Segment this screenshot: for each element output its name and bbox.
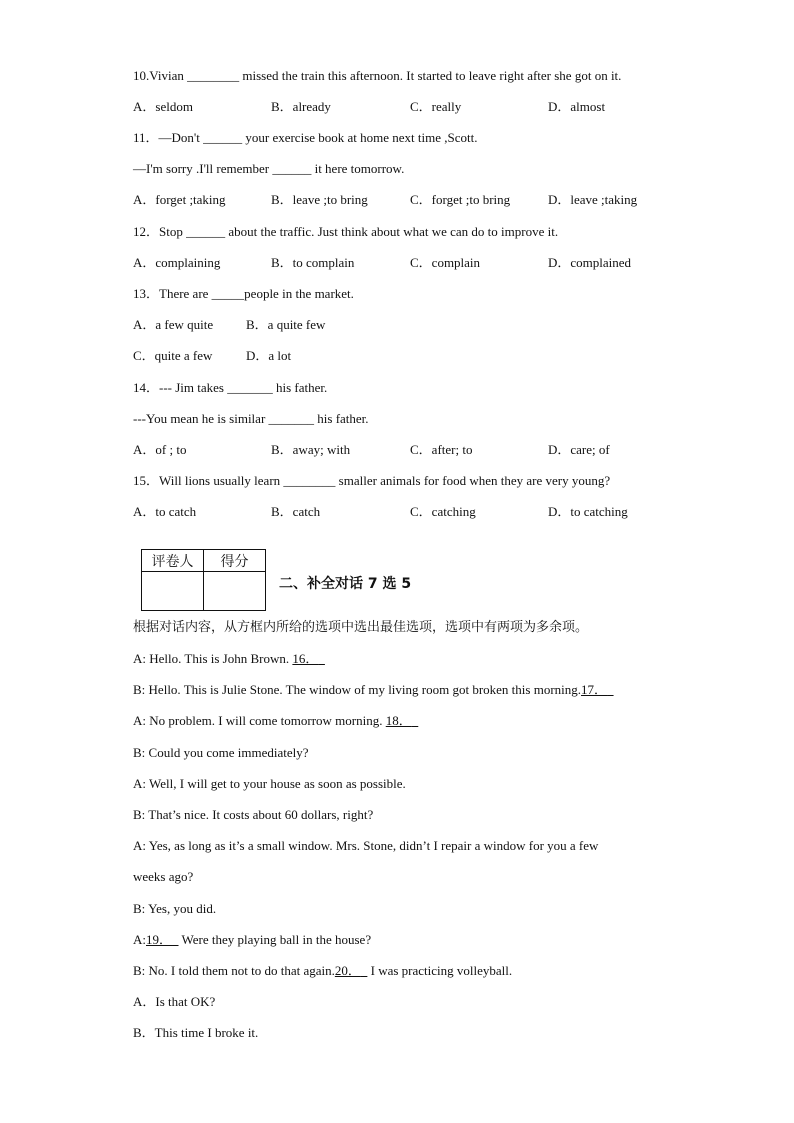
section-instructions: 根据对话内容，从方框内所给的选项中选出最佳选项，选项中有两项为多余项。: [133, 620, 589, 635]
question-12-stem: 12．Stop ______ about the traffic. Just think about what we can do to improve it.: [133, 224, 559, 239]
dialogue-line-3: [133, 713, 418, 729]
question-11-stem-2: —I'm sorry .I'll remember ______ it here tomorrow.: [133, 161, 405, 176]
grader-header: 评卷人: [142, 550, 204, 572]
dialogue-line-8: [133, 901, 216, 917]
dialogue-line-9: [133, 932, 371, 948]
speaker: A:: [133, 932, 146, 947]
question-15-stem: 15．Will lions usually learn ________ smaller animals for food when they are very young?: [133, 473, 611, 488]
question-14-stem-2: ---You mean he is similar _______ his father.: [133, 411, 369, 426]
dialogue-line-5: [133, 776, 406, 792]
question-10-stem: 10.Vivian ________ missed the train this afternoon. It started to leave right after she got on it.: [133, 68, 622, 83]
dialogue-text: Yes, as long as it’s a small window. Mrs. Stone, didn’t I repair a window for you a few: [146, 838, 599, 853]
speaker: A:: [133, 838, 146, 853]
q14-option-b: B．away; with: [271, 442, 351, 457]
q10-option-a: A．seldom: [133, 99, 193, 114]
dialogue-line-7: [133, 838, 598, 854]
choice-b: B．This time I broke it.: [133, 1025, 259, 1040]
q14-option-c: C．after; to: [410, 442, 473, 457]
speaker: B:: [133, 963, 146, 978]
dialogue-text: Could you come immediately?: [145, 745, 309, 760]
section-title: 二、补全对话 7 选 5: [279, 576, 412, 592]
dialogue-text: Hello. This is John Brown.: [146, 651, 293, 666]
speaker: A:: [133, 776, 146, 791]
q11-option-d: D．leave ;taking: [548, 192, 638, 207]
question-11-stem: 11．—Don't ______ your exercise book at home next time ,Scott.: [133, 130, 478, 145]
q14-option-d: D．care; of: [548, 442, 610, 457]
speaker: B:: [133, 682, 146, 697]
q13-option-a: A．a few quite: [133, 317, 214, 332]
blank-16: 16．: [292, 651, 319, 666]
dialogue-text: Yes, you did.: [145, 901, 217, 916]
q13-option-d: D．a lot: [246, 348, 292, 363]
q12-option-d: D．complained: [548, 255, 632, 270]
dialogue-text: Were they playing ball in the house?: [178, 932, 372, 947]
q15-option-b: B．catch: [271, 504, 321, 519]
grader-cell: [142, 572, 204, 611]
speaker: A:: [133, 651, 146, 666]
dialogue-text: That’s nice. It costs about 60 dollars, right?: [145, 807, 374, 822]
score-table: [141, 549, 266, 611]
q12-option-a: A．complaining: [133, 255, 221, 270]
blank-18: 18．: [385, 713, 412, 728]
q12-option-b: B．to complain: [271, 255, 355, 270]
dialogue-text: weeks ago?: [133, 869, 194, 884]
dialogue-line-7-cont: [133, 869, 193, 885]
q15-option-c: C．catching: [410, 504, 476, 519]
speaker: B:: [133, 807, 146, 822]
question-14-stem: 14．--- Jim takes _______ his father.: [133, 380, 328, 395]
q13-option-c: C．quite a few: [133, 348, 213, 363]
dialogue-text: Hello. This is Julie Stone. The window of my living room got broken this morning.: [145, 682, 582, 697]
dialogue-line-6: [133, 807, 373, 823]
q11-option-c: C．forget ;to bring: [410, 192, 511, 207]
q11-option-a: A．forget ;taking: [133, 192, 226, 207]
blank-19: 19．: [146, 932, 173, 947]
dialogue-line-10: [133, 963, 512, 979]
question-13-stem: 13．There are _____people in the market.: [133, 286, 354, 301]
speaker: B:: [133, 901, 146, 916]
score-cell: [204, 572, 266, 611]
q10-option-b: B．already: [271, 99, 331, 114]
blank-17: 17．: [581, 682, 608, 697]
q15-option-d: D．to catching: [548, 504, 628, 519]
dialogue-text: No problem. I will come tomorrow morning.: [146, 713, 386, 728]
choice-a: A．Is that OK?: [133, 994, 216, 1009]
q13-option-b: B．a quite few: [246, 317, 326, 332]
dialogue-line-1: [133, 651, 325, 667]
q10-option-d: D．almost: [548, 99, 606, 114]
speaker: B:: [133, 745, 146, 760]
q10-option-c: C．really: [410, 99, 462, 114]
dialogue-line-2: [133, 682, 614, 698]
dialogue-text: Well, I will get to your house as soon as possible.: [146, 776, 406, 791]
q11-option-b: B．leave ;to bring: [271, 192, 368, 207]
dialogue-text-after: I was practicing volleyball.: [367, 963, 513, 978]
q14-option-a: A．of ; to: [133, 442, 187, 457]
dialogue-text: No. I told them not to do that again.: [145, 963, 335, 978]
q15-option-a: A．to catch: [133, 504, 197, 519]
score-header: 得分: [204, 550, 266, 572]
speaker: A:: [133, 713, 146, 728]
q12-option-c: C．complain: [410, 255, 481, 270]
dialogue-line-4: [133, 745, 308, 761]
blank-20: 20．: [334, 963, 361, 978]
